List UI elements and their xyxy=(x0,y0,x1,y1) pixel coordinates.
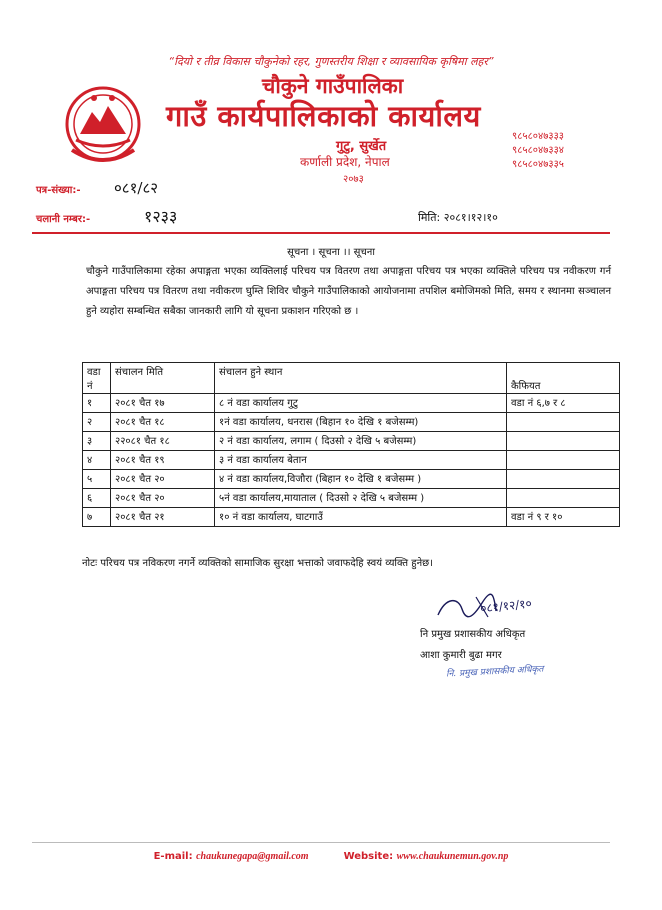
location-cell: ५नं वडा कार्यालय,मायाताल ( दिउसो २ देखि ५ बजेसम्म ) xyxy=(215,489,507,508)
notice-body: चौकुने गाउँपालिकामा रहेका अपाङ्गता भएका व्यक्तिलाई परिचय पत्र वितरण तथा अपाङ्गता परिचय पत्र भएका व्यक्तिले परिचय पत्र नवीकरण गर्न अपाङ्गता परिचय पत्र वितरण तथा नवीकरण घुम्ति शिविर चौकुने गाउँपालिकाको आयोजनामा तपशिल बमोजिमको मिति, समय र स्थानमा सञ्चालन हुने व्यहोरा सम्बन्धित सबैका जानकारी लागि यो सूचना प्रकाशन गरिएको छ । xyxy=(86,266,611,317)
letter-no-value: ०८१/८२ xyxy=(114,179,159,197)
column-header: कैफियत xyxy=(507,363,620,394)
column-header: संचालन हुने स्थान xyxy=(215,363,507,394)
date-cell: २२०८१ चैत १८ xyxy=(111,432,215,451)
dispatch-no-value: १२३३ xyxy=(144,207,178,226)
remarks-cell xyxy=(507,413,620,432)
phone-number: ९८५८०४७३३४ xyxy=(512,145,564,156)
table-row xyxy=(83,489,620,508)
table-header-row xyxy=(83,363,620,394)
table-row xyxy=(83,394,620,413)
email-link[interactable]: chaukunegapa@gmail.com xyxy=(196,851,309,862)
address-line1: गुटु, सुर्खेत xyxy=(336,139,387,154)
location-cell: ३ नं वडा कार्यालय बेतान xyxy=(215,451,507,470)
date-cell: २०८१ चैत २१ xyxy=(111,508,215,527)
ward-cell: २ xyxy=(83,413,111,432)
table-row xyxy=(83,432,620,451)
website-label: Website: xyxy=(343,851,394,862)
address-line2: कर्णाली प्रदेश, नेपाल xyxy=(300,155,390,169)
date-cell: २०८१ चैत २० xyxy=(111,489,215,508)
letter-date: मिति: २०८१।१२।१० xyxy=(418,211,498,224)
established-year: २०७३ xyxy=(343,174,364,185)
motto-text: “दियो र तीव्र विकास चौकुनेको रहर, गुणस्तरीय शिक्षा र व्यावसायिक कृषिमा लहर” xyxy=(168,55,494,68)
location-cell: २ नं वडा कार्यालय, लगाम ( दिउसो २ देखि ५ बजेसम्म) xyxy=(215,432,507,451)
column-header: संचालन मिति xyxy=(111,363,215,394)
ward-cell: १ xyxy=(83,394,111,413)
office-title: गाउँ कार्यपालिकाको कार्यालय xyxy=(166,99,481,133)
ward-cell: ५ xyxy=(83,470,111,489)
phone-list xyxy=(512,130,564,172)
remarks-cell xyxy=(507,489,620,508)
email-label: E-mail: xyxy=(153,851,193,862)
ward-cell: ४ xyxy=(83,451,111,470)
phone-number: ९८५८०४७३३५ xyxy=(512,159,564,170)
note-text: नोटः परिचय पत्र नविकरण नगर्ने व्यक्तिको सामाजिक सुरक्षा भत्ताको जवाफदेहि स्वयं व्यक्ति हुनेछ। xyxy=(82,558,433,569)
location-cell: ८ नं वडा कार्यालय गुटु xyxy=(215,394,507,413)
table-row xyxy=(83,451,620,470)
letter-no-label: पत्र-संख्या:- xyxy=(36,185,81,196)
ward-cell: ७ xyxy=(83,508,111,527)
handwritten-date: ०८१/१२/१० xyxy=(479,596,533,616)
remarks-cell xyxy=(507,451,620,470)
signatory-name: आशा कुमारी बुढा मगर xyxy=(420,650,502,661)
date-cell: २०८१ चैत १८ xyxy=(111,413,215,432)
table-row xyxy=(83,508,620,527)
location-cell: १नं वडा कार्यालय, धनरास (बिहान १० देखि १ बजेसम्म) xyxy=(215,413,507,432)
date-cell: २०८१ चैत १७ xyxy=(111,394,215,413)
remarks-cell: वडा नं ९ र १० xyxy=(507,508,620,527)
municipality-name: चौकुने गाउँपालिका xyxy=(262,74,404,98)
official-stamp: नि. प्रमुख प्रशासकीय अधिकृत xyxy=(445,664,544,680)
phone-number: ९८५८०४७३३३ xyxy=(512,131,564,142)
date-cell: २०८१ चैत १९ xyxy=(111,451,215,470)
table-row xyxy=(83,470,620,489)
location-cell: ४ नं वडा कार्यालय,विजौरा (बिहान १० देखि १ बजेसम्म ) xyxy=(215,470,507,489)
ward-cell: ३ xyxy=(83,432,111,451)
remarks-cell xyxy=(507,432,620,451)
remarks-cell xyxy=(507,470,620,489)
remarks-cell: वडा नं ६,७ र ८ xyxy=(507,394,620,413)
date-cell: २०८१ चैत २० xyxy=(111,470,215,489)
footer xyxy=(0,851,662,862)
location-cell: १० नं वडा कार्यालय, घाटगाउँ xyxy=(215,508,507,527)
column-header: वडा नं xyxy=(83,363,111,394)
footer-divider xyxy=(32,842,610,843)
signatory-title: नि प्रमुख प्रशासकीय अधिकृत xyxy=(420,629,526,640)
header-divider xyxy=(32,232,610,234)
government-emblem-logo xyxy=(62,82,144,172)
schedule-table xyxy=(82,362,620,527)
ward-cell: ६ xyxy=(83,489,111,508)
notice-title: सूचना । सूचना ।। सूचना xyxy=(287,247,375,258)
website-link[interactable]: www.chaukunemun.gov.np xyxy=(396,851,509,862)
dispatch-no-label: चलानी नम्बर:- xyxy=(36,214,91,225)
table-row xyxy=(83,413,620,432)
